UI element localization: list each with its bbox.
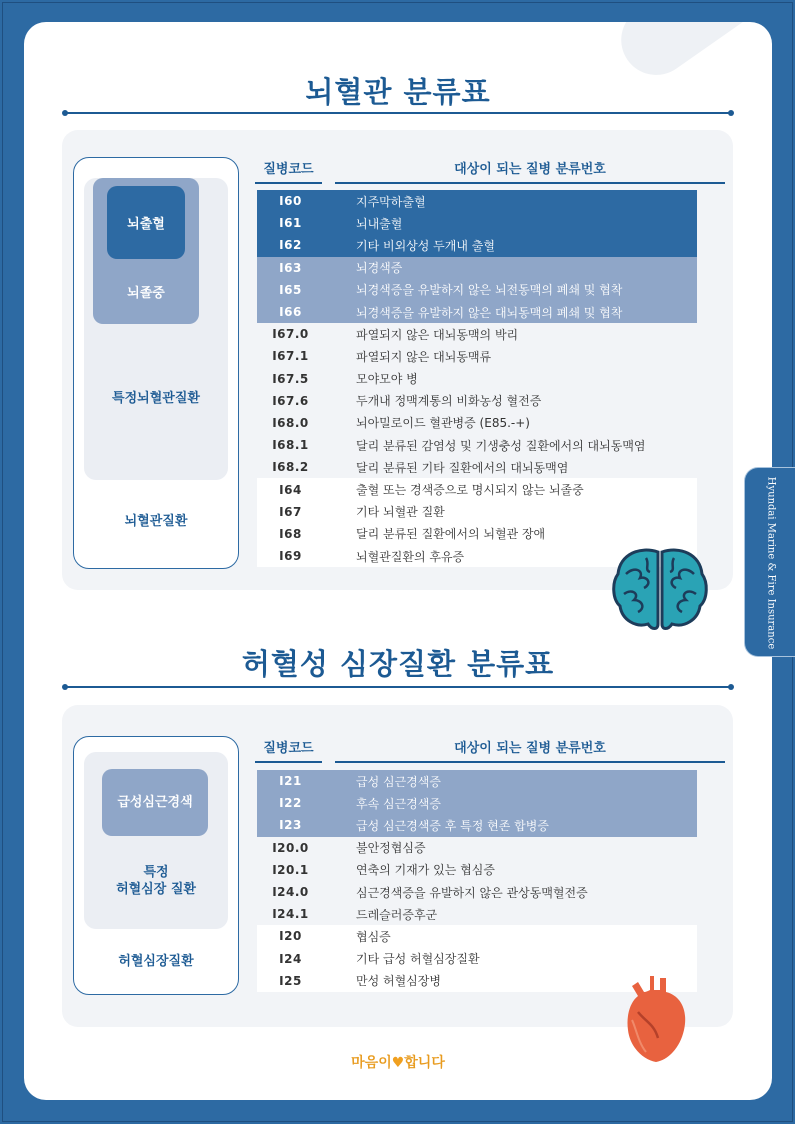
row-name: 심근경색증을 유발하지 않은 관상동맥혈전증 [356,885,588,900]
cerebro-panel [62,130,733,590]
page-sheet [24,22,772,1100]
cerebro-table [257,190,697,567]
row-name: 두개내 정맥계통의 비화농성 혈전증 [356,394,542,409]
table-row [257,770,697,792]
row-code: I67.0 [272,327,309,342]
table-row [257,837,697,859]
row-code: I67.5 [272,371,309,386]
row-code: I61 [279,216,302,231]
row-code: I25 [279,973,302,988]
row-code: I20.1 [272,862,309,877]
heart-icon [624,972,689,1064]
cardiac-acute-label: 급성심근경색 [117,795,193,810]
row-code: I20.0 [272,840,309,855]
table-row [257,190,697,212]
table-row [257,925,697,947]
cerebro-category-box [73,157,239,569]
table-row [257,301,697,323]
table-row [257,903,697,925]
cerebro-general-label: 뇌혈관질환 [124,514,188,529]
row-name: 파열되지 않은 대뇌동맥류 [356,349,492,364]
row-code: I68.1 [272,438,309,453]
table-row [257,814,697,836]
cardiac-title-rule [65,686,731,688]
table-row [257,390,697,412]
row-name: 뇌경색증 [356,261,403,276]
cerebro-specific-label: 특정뇌혈관질환 [112,391,200,406]
table-row [257,859,697,881]
row-code: I24.0 [272,885,309,900]
brand-logo [24,1052,772,1072]
cardiac-specific-label-2: 허혈심장 질환 [116,882,196,897]
table-row [257,456,697,478]
table-row [257,345,697,367]
row-name: 뇌경색증을 유발하지 않은 대뇌동맥의 폐쇄 및 협착 [356,305,623,320]
row-name: 뇌경색증을 유발하지 않은 뇌전동맥의 폐쇄 및 협착 [356,283,623,298]
row-name: 달리 분류된 질환에서의 뇌혈관 장애 [356,527,546,542]
row-code: I67 [279,504,302,519]
row-code: I67.6 [272,393,309,408]
row-code: I21 [279,774,302,789]
row-code: I23 [279,818,302,833]
row-name: 모야모야 병 [356,372,418,387]
table-row [257,523,697,545]
cerebro-title-rule [65,112,731,114]
table-row [257,881,697,903]
cerebro-specific-area [84,178,228,480]
table-row [257,234,697,256]
row-code: I65 [279,282,302,297]
cardiac-title: 허혈성 심장질환 분류표 [241,647,555,681]
row-code: I20 [279,929,302,944]
row-name: 만성 허혈심장병 [356,974,441,989]
row-code: I67.1 [272,349,309,364]
brand-logo-right: 합니다 [404,1055,445,1071]
cardiac-category-box [73,736,239,995]
row-code: I64 [279,482,302,497]
table-row [257,279,697,301]
brain-icon [610,544,710,636]
row-code: I66 [279,305,302,320]
row-code: I24.1 [272,907,309,922]
row-name: 출혈 또는 경색증으로 명시되지 않는 뇌졸중 [356,483,584,498]
cardiac-acute-badge [102,769,208,836]
row-code: I63 [279,260,302,275]
table-row [257,434,697,456]
table-row [257,478,697,500]
cardiac-specific-area [84,752,228,929]
row-name: 달리 분류된 기타 질환에서의 대뇌동맥염 [356,460,569,475]
row-code: I60 [279,194,302,209]
cerebro-hemorrhage-badge: 뇌출혈 [107,186,185,259]
row-name: 파열되지 않은 대뇌동맥의 박리 [356,327,519,342]
row-code: I22 [279,796,302,811]
table-row [257,948,697,970]
table-row [257,412,697,434]
side-tab-text: Hyundai Marine & Fire Insurance [765,476,777,650]
cerebro-title: 뇌혈관 분류표 [305,75,491,109]
table-row [257,368,697,390]
row-code: I68.2 [272,460,309,475]
row-name: 뇌혈관질환의 후유증 [356,549,465,564]
cerebro-stroke-label: 뇌졸중 [127,286,165,301]
table-row [257,257,697,279]
cardiac-specific-label-1: 특정 [143,865,169,880]
row-name: 기타 비외상성 두개내 출혈 [356,238,495,253]
row-name: 드레슬러증후군 [356,907,438,922]
row-name: 연축의 기재가 있는 협심증 [356,863,495,878]
table-row [257,323,697,345]
side-tab [744,467,795,657]
row-code: I68.0 [272,415,309,430]
row-name: 뇌아밀로이드 혈관병증 (E85.-+) [356,416,530,431]
row-code: I62 [279,238,302,253]
brand-logo-left: 마음이 [351,1055,392,1071]
cerebro-head-name: 대상이 되는 질병 분류번호 [335,158,725,184]
cerebro-stroke-area [93,178,199,324]
cardiac-head-name: 대상이 되는 질병 분류번호 [335,737,725,763]
row-name: 기타 급성 허혈심장질환 [356,952,480,967]
row-name: 뇌내출혈 [356,216,403,231]
cardiac-table [257,770,697,992]
row-name: 급성 심근경색증 [356,774,441,789]
cardiac-head-code: 질병코드 [255,737,322,763]
row-name: 급성 심근경색증 후 특정 현존 합병증 [356,818,549,833]
cardiac-general-label: 허혈심장질환 [118,954,194,969]
row-name: 달리 분류된 감염성 및 기생충성 질환에서의 대뇌동맥염 [356,438,646,453]
row-code: I68 [279,526,302,541]
table-row [257,212,697,234]
brand-heart-icon: ♥ [391,1055,405,1071]
table-row [257,792,697,814]
cerebro-head-code: 질병코드 [255,158,322,184]
row-name: 후속 심근경색증 [356,796,441,811]
row-name: 불안정협심증 [356,841,426,856]
table-row [257,501,697,523]
row-code: I24 [279,951,302,966]
row-name: 협심증 [356,929,391,944]
row-name: 기타 뇌혈관 질환 [356,505,445,520]
row-code: I69 [279,549,302,564]
row-name: 지주막하출혈 [356,194,426,209]
